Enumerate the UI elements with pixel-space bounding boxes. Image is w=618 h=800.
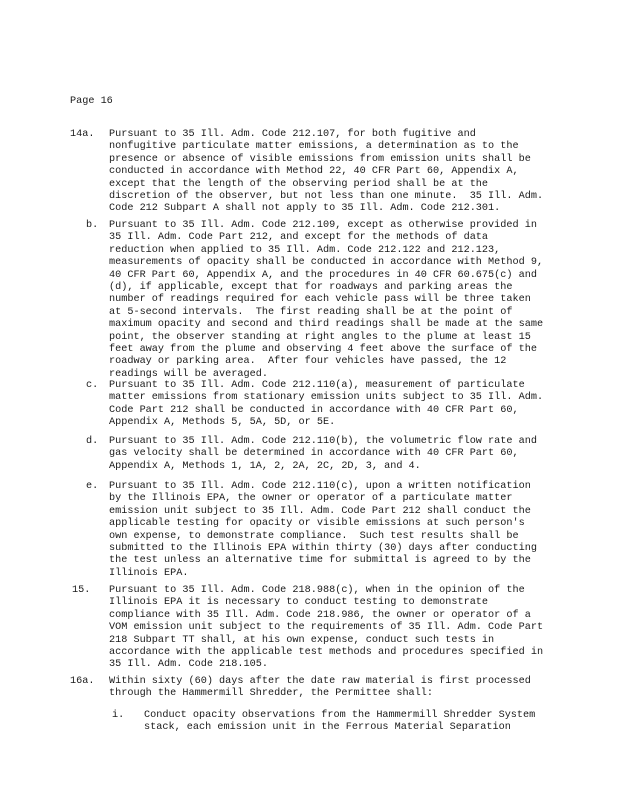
text-line: matter emissions from stationary emission units subject to 35 Ill. Adm. <box>109 392 544 404</box>
text-line: Pursuant to 35 Ill. Adm. Code 218.988(c), when in the opinion of the <box>109 585 525 596</box>
section-text <box>109 380 544 430</box>
text-line: 35 Ill. Adm. Code Part 212, and except for the methods of data <box>109 232 489 244</box>
section-label: b. <box>86 220 99 231</box>
text-line: Pursuant to 35 Ill. Adm. Code 212.107, for both fugitive and <box>109 129 476 140</box>
text-line: VOM emission unit subject to the requirements of 35 Ill. Adm. Code Part <box>109 622 544 634</box>
text-line: Pursuant to 35 Ill. Adm. Code 212.109, except as otherwise provided in <box>109 220 537 231</box>
text-line: Illinois EPA. <box>109 567 189 579</box>
text-line: nonfugitive particulate matter emissions, a determination as to the <box>109 141 519 153</box>
text-line: Appendix A, Methods 1, 1A, 2, 2A, 2C, 2D, 3, and 4. <box>109 460 421 472</box>
text-line: reduction when applied to 35 Ill. Adm. Code 212.122 and 212.123, <box>109 244 501 256</box>
text-line: Pursuant to 35 Ill. Adm. Code 212.110(a), measurement of particulate <box>109 380 525 391</box>
section-text <box>109 436 539 473</box>
section-label: c. <box>86 380 99 391</box>
text-line: stack, each emission unit in the Ferrous Material Separation <box>144 722 511 734</box>
text-line: roadway or parking area. After four vehicles have passed, the 12 <box>109 356 507 368</box>
text-line: by the Illinois EPA, the owner or operator of a particulate matter <box>109 493 513 505</box>
section-label: 16a. <box>70 676 95 687</box>
text-line: through the Hammermill Shredder, the Permittee shall: <box>109 688 434 700</box>
text-line: Illinois EPA it is necessary to conduct testing to demonstrate <box>109 597 489 609</box>
text-line: Code 212 Subpart A shall not apply to 35 Ill. Adm. Code 212.301. <box>109 203 501 215</box>
text-line: Conduct opacity observations from the Hammermill Shredder System <box>144 710 536 721</box>
text-line: compliance with 35 Ill. Adm. Code 218.986, the owner or operator of a <box>109 609 531 621</box>
text-line: presence or absence of visible emissions from emission units shall be <box>109 153 531 165</box>
text-line: Pursuant to 35 Ill. Adm. Code 212.110(b), the volumetric flow rate and <box>109 436 537 447</box>
text-line: 40 CFR Part 60, Appendix A, and the procedures in 40 CFR 60.675(c) and <box>109 269 537 281</box>
text-line: the test unless an alternative time for submittal is agreed to by the <box>109 555 531 567</box>
section-text <box>109 481 539 580</box>
text-line: Pursuant to 35 Ill. Adm. Code 212.110(c), upon a written notification <box>109 481 531 492</box>
section-label: 15. <box>72 585 91 596</box>
section-label: e. <box>86 481 99 492</box>
text-line: (d), if applicable, except that for roadways and parking areas the <box>109 281 513 293</box>
text-line: except that the length of the observing period shall be at the <box>109 178 489 190</box>
section-text <box>109 585 544 672</box>
text-line: at 5-second intervals. The first reading shall be at the point of <box>109 306 513 318</box>
text-line: Within sixty (60) days after the date raw material is first processed <box>109 676 531 687</box>
text-line: feet away from the plume and observing 4 feet above the surface of the <box>109 343 537 355</box>
text-line: number of readings required for each vehicle pass will be three taken <box>109 294 531 306</box>
section-text <box>109 129 544 216</box>
text-line: point, the observer standing at right angles to the plume at least 15 <box>109 331 531 343</box>
section-text <box>109 676 539 701</box>
text-line: conducted in accordance with Method 22, 40 CFR Part 60, Appendix A, <box>109 166 519 178</box>
text-line: 218 Subpart TT shall, at his own expense, conduct such tests in <box>109 634 495 646</box>
text-line: measurements of opacity shall be conducted in accordance with Method 9, <box>109 257 544 269</box>
text-line: Appendix A, Methods 5, 5A, 5D, or 5E. <box>109 417 336 429</box>
subitem-label: i. <box>112 710 125 721</box>
text-line: own expense, to demonstrate compliance. Such test results shall be <box>109 530 519 542</box>
text-line: gas velocity shall be determined in accordance with 40 CFR Part 60, <box>109 448 519 460</box>
text-line: maximum opacity and second and third readings shall be made at the same <box>109 319 544 331</box>
text-line: 35 Ill. Adm. Code 218.105. <box>109 659 268 671</box>
text-line: Code Part 212 shall be conducted in accordance with 40 CFR Part 60, <box>109 404 519 416</box>
text-line: applicable testing for opacity or visible emissions at such person's <box>109 518 525 530</box>
text-line: emission unit subject to 35 Ill. Adm. Code Part 212 shall conduct the <box>109 505 531 517</box>
text-line: accordance with the applicable test methods and procedures specified in <box>109 646 544 658</box>
section-text <box>109 220 544 381</box>
section-label: 14a. <box>70 129 95 140</box>
section-label: d. <box>86 436 99 447</box>
text-line: readings will be averaged. <box>109 368 268 380</box>
text-line: discretion of the observer, but not less than one minute. 35 Ill. Adm. <box>109 190 544 202</box>
text-line: submitted to the Illinois EPA within thirty (30) days after conducting <box>109 542 537 554</box>
page-number: Page 16 <box>70 96 113 107</box>
subitem-text <box>144 710 544 735</box>
